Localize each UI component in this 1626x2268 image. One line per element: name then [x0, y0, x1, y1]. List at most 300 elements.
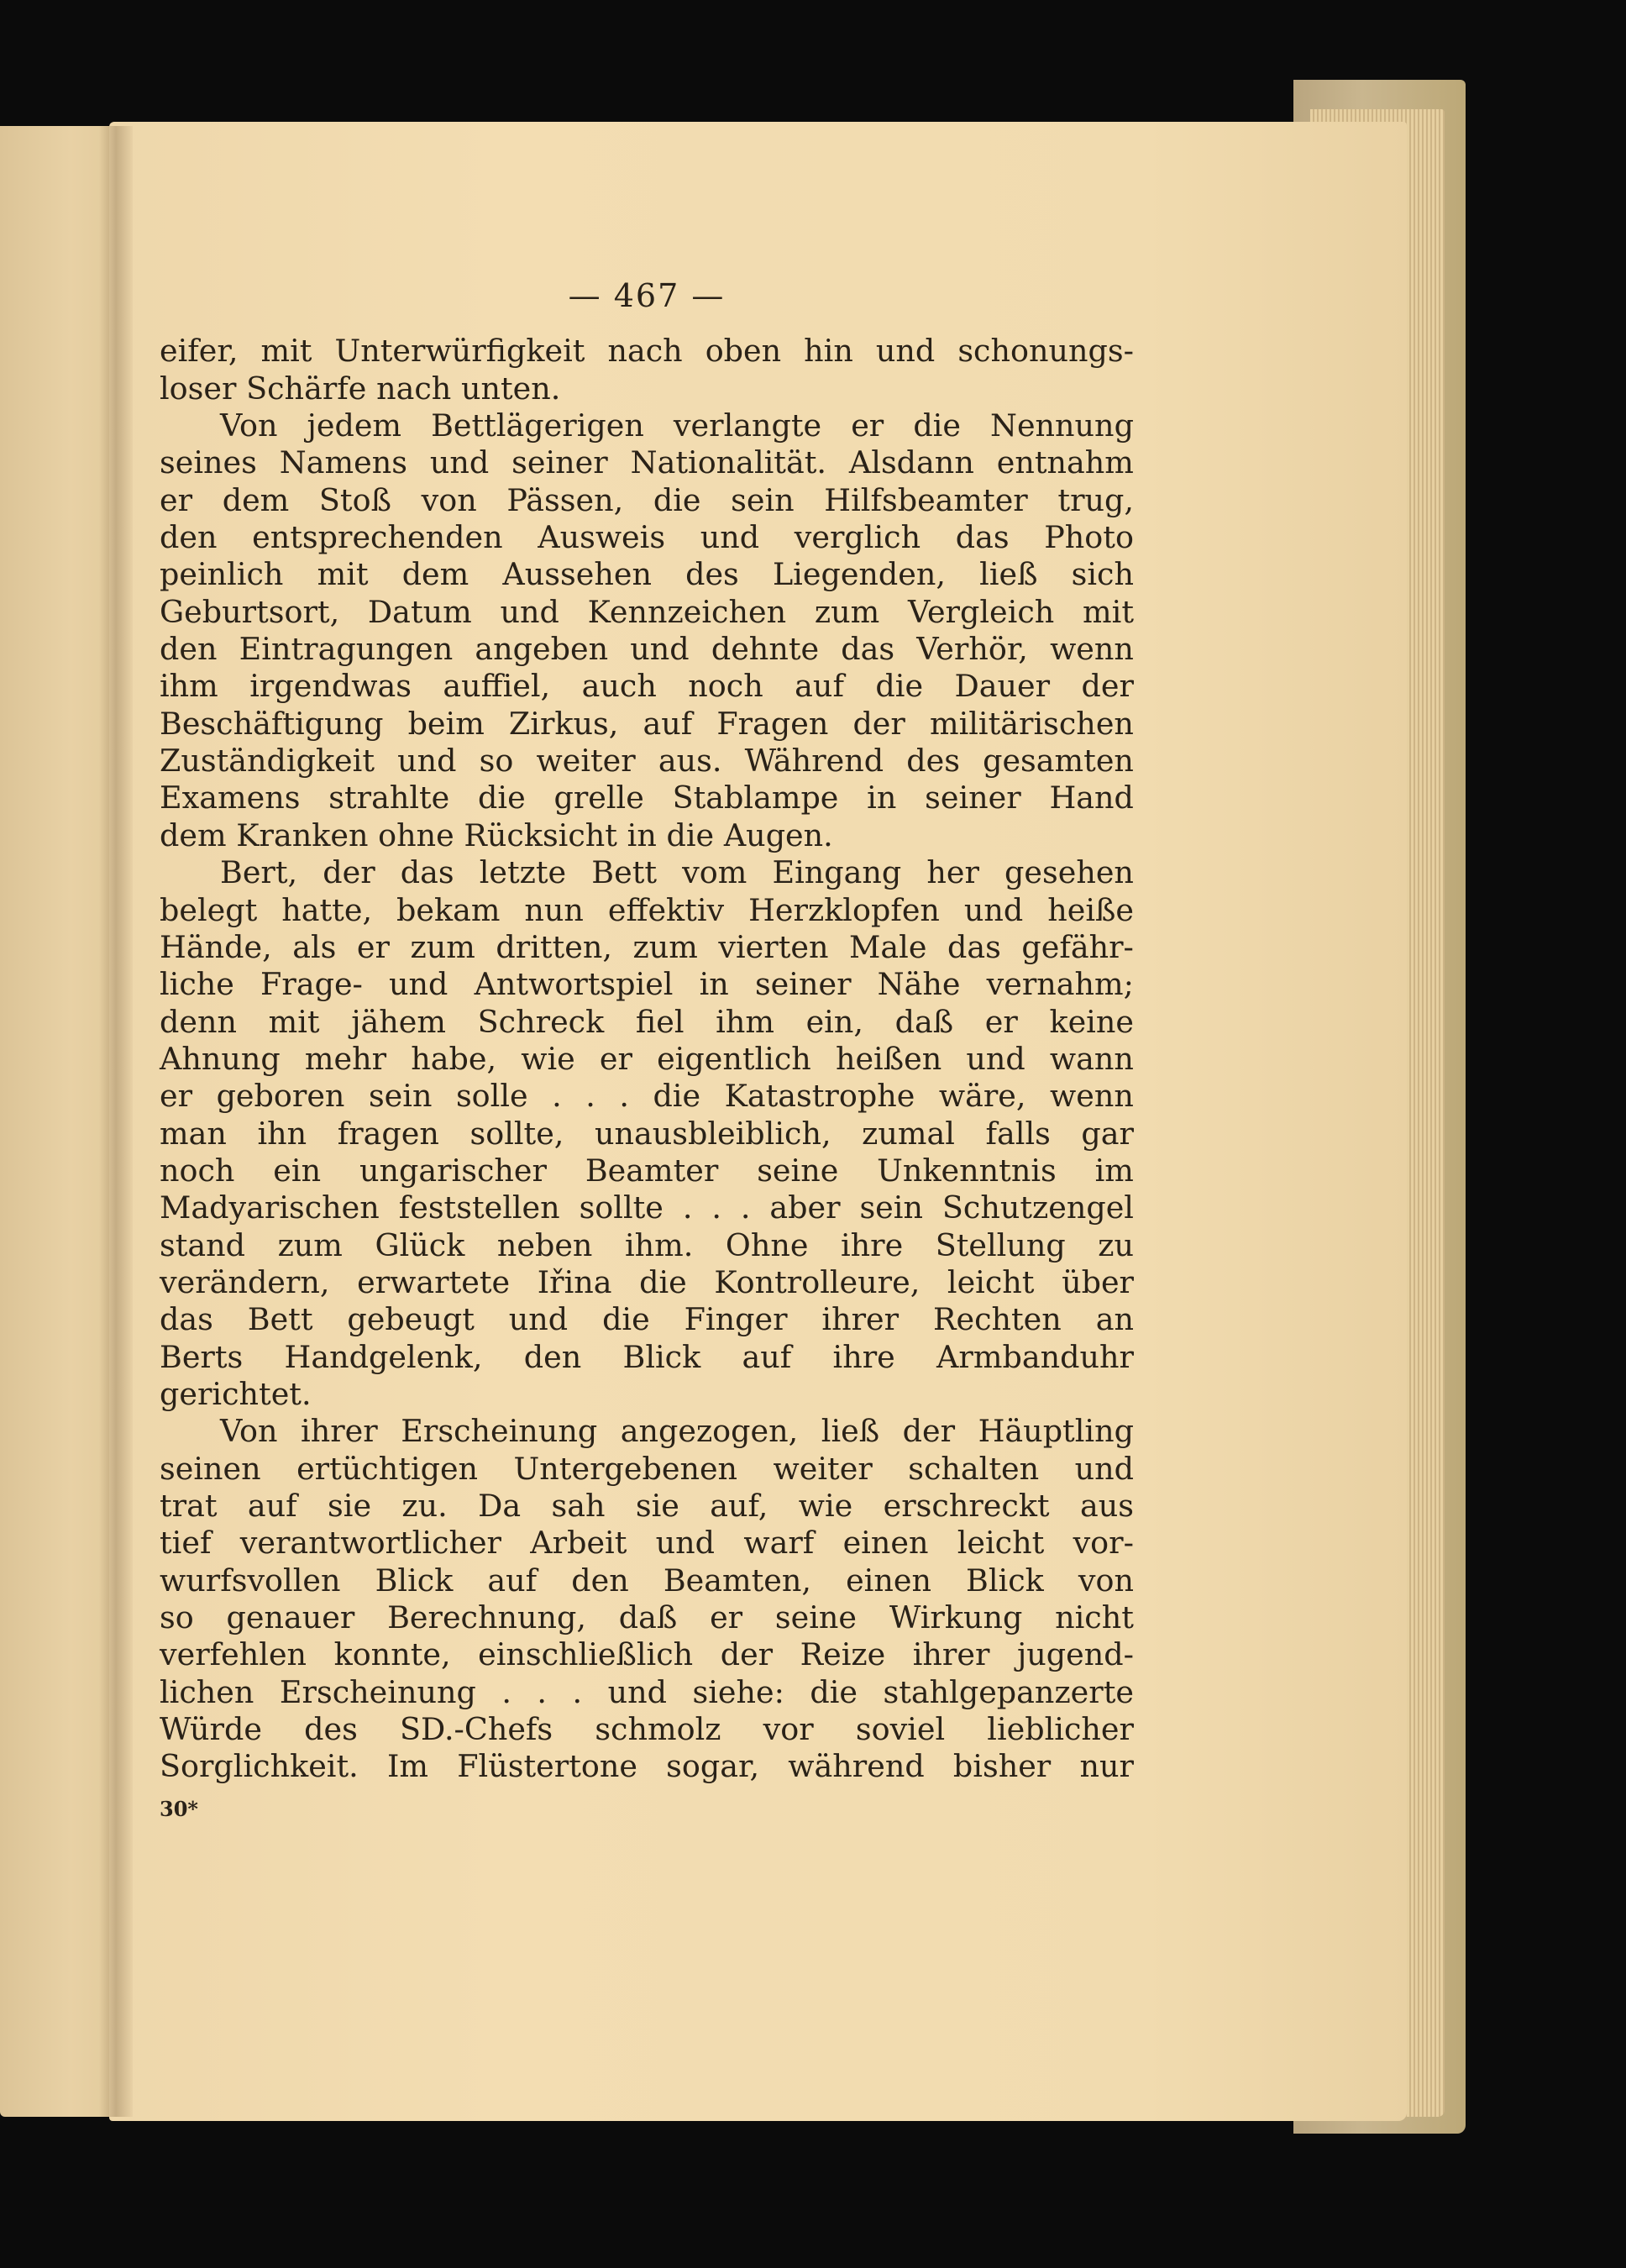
word: gefähr-: [1021, 928, 1134, 965]
word: Blick: [622, 1338, 701, 1375]
word: Zuständigkeit: [160, 743, 375, 780]
text-line: [160, 1599, 1134, 1636]
word: Nähe: [877, 966, 961, 1003]
word: Fragen: [716, 705, 829, 742]
word: wann: [1049, 1040, 1134, 1077]
word: Schärfe: [246, 370, 367, 407]
text-line: [160, 1711, 1134, 1748]
word: Erscheinung: [279, 1673, 476, 1710]
word: und: [630, 631, 690, 668]
text-line: [160, 631, 1134, 668]
word: Verhör,: [916, 631, 1028, 668]
text-line: [160, 1301, 1134, 1338]
word: Unterwürfigkeit: [334, 333, 585, 370]
word: sich: [1071, 556, 1134, 593]
word: irgendwas: [249, 668, 412, 705]
word: .: [572, 1673, 583, 1710]
word: Bett: [247, 1301, 313, 1338]
word: zumal: [862, 1115, 955, 1152]
word: der: [852, 705, 905, 742]
word: Namens: [279, 444, 407, 481]
word: Ohne: [725, 1226, 809, 1263]
word: Würde: [160, 1711, 262, 1748]
word: und: [966, 1040, 1025, 1077]
word: wie: [521, 1040, 575, 1077]
word: trat: [160, 1488, 218, 1524]
word: vor-: [1073, 1525, 1134, 1562]
word: Ausweis: [538, 519, 666, 556]
word: auf: [643, 705, 693, 742]
word: der: [720, 1636, 774, 1673]
text-line: [160, 966, 1134, 1003]
word: keine: [1049, 1003, 1134, 1040]
word: vernahm;: [986, 966, 1134, 1003]
word: ihre: [840, 1226, 904, 1263]
word: ohne: [378, 816, 454, 853]
text-line: [160, 854, 1134, 891]
word: Hände,: [160, 928, 272, 965]
word: Kennzeichen: [587, 593, 787, 630]
word: Eingang: [772, 854, 902, 891]
word: unausbleiblich,: [594, 1115, 831, 1152]
word: Geburtsort,: [160, 593, 340, 630]
word: Herzklopfen: [748, 891, 940, 928]
word: ließ: [821, 1413, 880, 1450]
word: Pässen,: [506, 481, 624, 518]
word: falls: [985, 1115, 1051, 1152]
word: neben: [496, 1226, 593, 1263]
word: verändern,: [160, 1263, 330, 1300]
word: soviel: [855, 1711, 946, 1748]
word: Wirkung: [889, 1599, 1023, 1636]
text-line: [160, 1339, 1134, 1376]
word: Hand: [1049, 780, 1134, 816]
word: verantwortlicher: [239, 1525, 502, 1562]
word: entsprechenden: [252, 519, 503, 556]
text-line: [160, 1636, 1134, 1673]
word: jedem: [307, 407, 402, 444]
word: schmolz: [595, 1711, 721, 1748]
word: daß: [618, 1599, 678, 1636]
word: ihm: [160, 668, 218, 705]
word: ertüchtigen: [296, 1450, 479, 1487]
word: beim: [407, 705, 485, 742]
word: seiner: [925, 780, 1021, 816]
word: an: [1095, 1301, 1134, 1338]
word: stand: [160, 1226, 246, 1263]
word: Stellung: [935, 1226, 1066, 1263]
word: Beamter: [585, 1152, 719, 1189]
word: Stoß: [318, 481, 391, 518]
spine-shadow: [99, 126, 133, 2117]
word: Datum: [367, 593, 472, 630]
word: Nationalität.: [630, 444, 826, 481]
text-line: [160, 817, 1134, 854]
page-text-block: [160, 277, 1134, 1821]
word: gesehen: [1004, 854, 1134, 891]
word: Eintragungen: [239, 631, 454, 668]
word: auf: [742, 1338, 792, 1375]
word: er: [356, 928, 390, 965]
word: der: [1081, 668, 1134, 705]
word: Alsdann: [848, 444, 974, 481]
word: die: [653, 1078, 701, 1115]
word: einen: [846, 1562, 931, 1599]
word: .: [537, 1673, 548, 1710]
text-line: [160, 892, 1134, 929]
word: noch: [688, 668, 763, 705]
text-line: [160, 1562, 1134, 1599]
word: aber: [769, 1189, 841, 1226]
word: Examens: [160, 780, 301, 816]
word: konnte,: [333, 1636, 451, 1673]
word: einschließlich: [478, 1636, 694, 1673]
word: Augen.: [723, 816, 833, 853]
word: Glück: [375, 1226, 465, 1263]
word: vor: [763, 1711, 814, 1748]
word: jugend-: [1016, 1636, 1134, 1673]
word: .: [619, 1078, 629, 1115]
word: vom: [682, 854, 747, 891]
word: auf: [795, 668, 844, 705]
word: des: [685, 556, 739, 593]
word: aus: [1079, 1488, 1134, 1524]
word: zum: [277, 1226, 343, 1263]
word: schalten: [908, 1450, 1040, 1487]
word: heißen: [835, 1040, 942, 1077]
word: des: [304, 1711, 358, 1748]
word: Stablampe: [672, 780, 839, 816]
word: Während: [744, 743, 884, 780]
word: Rechten: [932, 1301, 1062, 1338]
word: Da: [478, 1488, 522, 1524]
text-line: [160, 333, 1134, 370]
word: die: [653, 481, 701, 518]
word: sie: [328, 1488, 372, 1524]
word: dritten,: [496, 928, 612, 965]
word: Armbanduhr: [936, 1338, 1134, 1375]
word: seiner: [754, 966, 852, 1003]
word: und: [607, 1673, 667, 1710]
word: denn: [160, 1003, 237, 1040]
word: peinlich: [160, 556, 284, 593]
word: gar: [1081, 1115, 1134, 1152]
word: habe,: [411, 1040, 497, 1077]
word: und: [963, 891, 1024, 928]
word: sollte,: [469, 1115, 564, 1152]
word: Handgelenk,: [284, 1338, 483, 1375]
word: schonungs-: [957, 333, 1134, 370]
word: Iřina: [537, 1263, 612, 1300]
word: verglich: [794, 519, 921, 556]
word: den: [160, 631, 218, 668]
word: so: [479, 743, 514, 780]
word: ungarischer: [359, 1152, 547, 1189]
word: von: [1078, 1562, 1134, 1599]
word: er: [160, 1078, 193, 1115]
word: Blick: [375, 1562, 454, 1599]
word: ihre: [832, 1338, 895, 1375]
word: verfehlen: [160, 1636, 307, 1673]
word: auf: [247, 1488, 297, 1524]
word: in: [699, 966, 729, 1003]
word: Reize: [800, 1636, 886, 1673]
word: seine: [774, 1599, 858, 1636]
text-line: [160, 1264, 1134, 1301]
word: Katastrophe: [724, 1078, 915, 1115]
word: seine: [757, 1152, 839, 1189]
word: daß: [894, 1003, 954, 1040]
word: .: [585, 1078, 595, 1115]
word: Flüstertone: [457, 1748, 637, 1785]
word: fragen: [337, 1115, 439, 1152]
text-line: [160, 1227, 1134, 1264]
word: wäre,: [938, 1078, 1026, 1115]
word: tief: [160, 1525, 212, 1562]
word: Bert,: [220, 854, 298, 891]
word: Ahnung: [160, 1040, 281, 1077]
word: Rücksicht: [464, 816, 617, 853]
text-line: [160, 1116, 1134, 1152]
word: das: [400, 854, 454, 891]
text-line: [160, 594, 1134, 631]
word: erwartete: [357, 1263, 511, 1300]
word: weiter: [773, 1450, 873, 1487]
text-line: [160, 1525, 1134, 1562]
word: gerichtet.: [160, 1375, 312, 1412]
word: die: [810, 1673, 858, 1710]
text-line: [160, 444, 1134, 481]
word: loser: [160, 370, 237, 407]
word: das: [955, 519, 1010, 556]
word: nach: [607, 333, 683, 370]
word: Finger: [684, 1301, 788, 1338]
word: das: [947, 928, 1001, 965]
text-line: [160, 780, 1134, 816]
word: auf,: [710, 1488, 768, 1524]
word: Schreck: [477, 1003, 605, 1040]
word: SD.-Chefs: [399, 1711, 553, 1748]
word: .: [711, 1189, 721, 1226]
word: lieblicher: [987, 1711, 1134, 1748]
word: angezogen,: [620, 1413, 799, 1450]
word: wie: [798, 1488, 853, 1524]
word: leicht: [957, 1525, 1045, 1562]
text-line: [160, 1488, 1134, 1525]
word: warf: [743, 1525, 815, 1562]
word: feststellen: [398, 1189, 560, 1226]
word: die: [666, 816, 715, 853]
word: mit: [268, 1003, 320, 1040]
word: zu.: [401, 1488, 448, 1524]
word: er: [984, 1003, 1018, 1040]
word: Häuptling: [978, 1413, 1134, 1450]
word: den: [571, 1562, 629, 1599]
word: den: [160, 519, 218, 556]
word: Kranken: [236, 816, 369, 853]
word: entnahm: [996, 444, 1134, 481]
word: mit: [1083, 593, 1134, 630]
word: man: [160, 1115, 227, 1152]
word: und: [1074, 1450, 1134, 1487]
word: wurfsvollen: [160, 1562, 341, 1599]
word: und: [397, 743, 457, 780]
page-number: — 467 —: [568, 277, 726, 314]
word: zum: [410, 928, 475, 965]
text-line: [160, 706, 1134, 743]
text-line: [160, 556, 1134, 593]
word: vierten: [718, 928, 829, 965]
word: sah: [551, 1488, 606, 1524]
word: ihrer: [912, 1636, 990, 1673]
word: bisher: [952, 1748, 1052, 1785]
text-line: [160, 1674, 1134, 1711]
word: ein,: [805, 1003, 863, 1040]
word: hatte,: [281, 891, 373, 928]
word: ihrer: [301, 1413, 378, 1450]
word: im: [1094, 1152, 1134, 1189]
word: Nennung: [990, 407, 1134, 444]
word: er: [160, 481, 193, 518]
word: sein: [731, 481, 795, 518]
word: den: [523, 1338, 582, 1375]
text-line: [160, 1189, 1134, 1226]
word: der: [323, 854, 375, 891]
word: Berechnung,: [387, 1599, 586, 1636]
word: sogar,: [666, 1748, 760, 1785]
word: und: [508, 1301, 569, 1338]
word: ein: [273, 1152, 322, 1189]
word: und: [655, 1525, 716, 1562]
word: als: [292, 928, 337, 965]
word: so: [160, 1599, 194, 1636]
word: .: [740, 1189, 751, 1226]
word: während: [788, 1748, 925, 1785]
word: Frage-: [260, 966, 363, 1003]
word: in: [627, 816, 657, 853]
word: Untergebenen: [513, 1450, 738, 1487]
signature-mark: 30*: [160, 1796, 198, 1821]
word: und: [429, 444, 490, 481]
word: Schutzengel: [942, 1189, 1134, 1226]
text-line: [160, 743, 1134, 780]
word: belegt: [160, 891, 258, 928]
word: Unkenntnis: [877, 1152, 1057, 1189]
text-line: [160, 482, 1134, 519]
word: Im: [386, 1748, 429, 1785]
word: mit: [317, 556, 369, 593]
word: Sorglichkeit.: [160, 1748, 359, 1785]
word: noch: [160, 1152, 235, 1189]
word: dem: [401, 556, 469, 593]
word: auf: [487, 1562, 538, 1599]
text-line: [160, 668, 1134, 705]
word: lichen: [160, 1673, 254, 1710]
word: Kontrolleure,: [714, 1263, 921, 1300]
word: er: [599, 1040, 632, 1077]
word: und: [700, 519, 760, 556]
word: eigentlich: [657, 1040, 811, 1077]
word: leicht: [947, 1263, 1035, 1300]
word: Von: [220, 1413, 278, 1450]
word: dem: [222, 481, 290, 518]
word: liche: [160, 966, 234, 1003]
word: er: [710, 1599, 743, 1636]
text-line: [160, 407, 1134, 444]
text-line: [160, 1078, 1134, 1115]
word: unten.: [460, 370, 561, 407]
word: Erscheinung: [401, 1413, 598, 1450]
text-line: [160, 1041, 1134, 1078]
word: wenn: [1050, 631, 1134, 668]
word: erschreckt: [883, 1488, 1050, 1524]
word: nicht: [1055, 1599, 1134, 1636]
word: geboren: [216, 1078, 345, 1115]
word: stahlgepanzerte: [883, 1673, 1134, 1710]
text-line: [160, 1413, 1134, 1450]
word: Bettlägerigen: [431, 407, 644, 444]
word: über: [1062, 1263, 1134, 1300]
word: Bett: [591, 854, 658, 891]
word: und: [875, 333, 936, 370]
word: das: [160, 1301, 213, 1338]
text-line: [160, 929, 1134, 966]
word: nun: [524, 891, 584, 928]
word: nach: [376, 370, 452, 407]
word: die: [875, 668, 924, 705]
word: in: [867, 780, 897, 816]
word: letzte: [479, 854, 567, 891]
word: mit: [260, 333, 312, 370]
word: Zirkus,: [508, 705, 619, 742]
word: einen: [842, 1525, 929, 1562]
word: die: [913, 407, 961, 444]
word: und: [389, 966, 448, 1003]
word: genauer: [226, 1599, 355, 1636]
word: gebeugt: [347, 1301, 475, 1338]
body-text: [160, 333, 1134, 1785]
word: zu: [1098, 1226, 1134, 1263]
word: der: [902, 1413, 956, 1450]
word: ihm.: [624, 1226, 694, 1263]
word: Beamten,: [663, 1562, 811, 1599]
word: dehnte: [711, 631, 820, 668]
word: die: [639, 1263, 687, 1300]
word: effektiv: [607, 891, 725, 928]
word: Antwortspiel: [474, 966, 674, 1003]
word: sollte: [579, 1189, 664, 1226]
word: Von: [220, 407, 278, 444]
word: er: [851, 407, 884, 444]
word: wenn: [1050, 1078, 1134, 1115]
word: Male: [849, 928, 927, 965]
word: sein: [859, 1189, 923, 1226]
word: grelle: [553, 780, 644, 816]
word: solle: [455, 1078, 528, 1115]
word: .: [501, 1673, 511, 1710]
word: von: [421, 481, 477, 518]
word: Blick: [966, 1562, 1044, 1599]
word: die: [602, 1301, 650, 1338]
word: trug,: [1057, 481, 1134, 518]
word: eifer,: [160, 333, 239, 370]
word: Dauer: [954, 668, 1051, 705]
word: sie: [635, 1488, 679, 1524]
text-line: [160, 1004, 1134, 1041]
word: Aussehen: [502, 556, 652, 593]
word: auch: [581, 668, 657, 705]
word: auffiel,: [443, 668, 551, 705]
